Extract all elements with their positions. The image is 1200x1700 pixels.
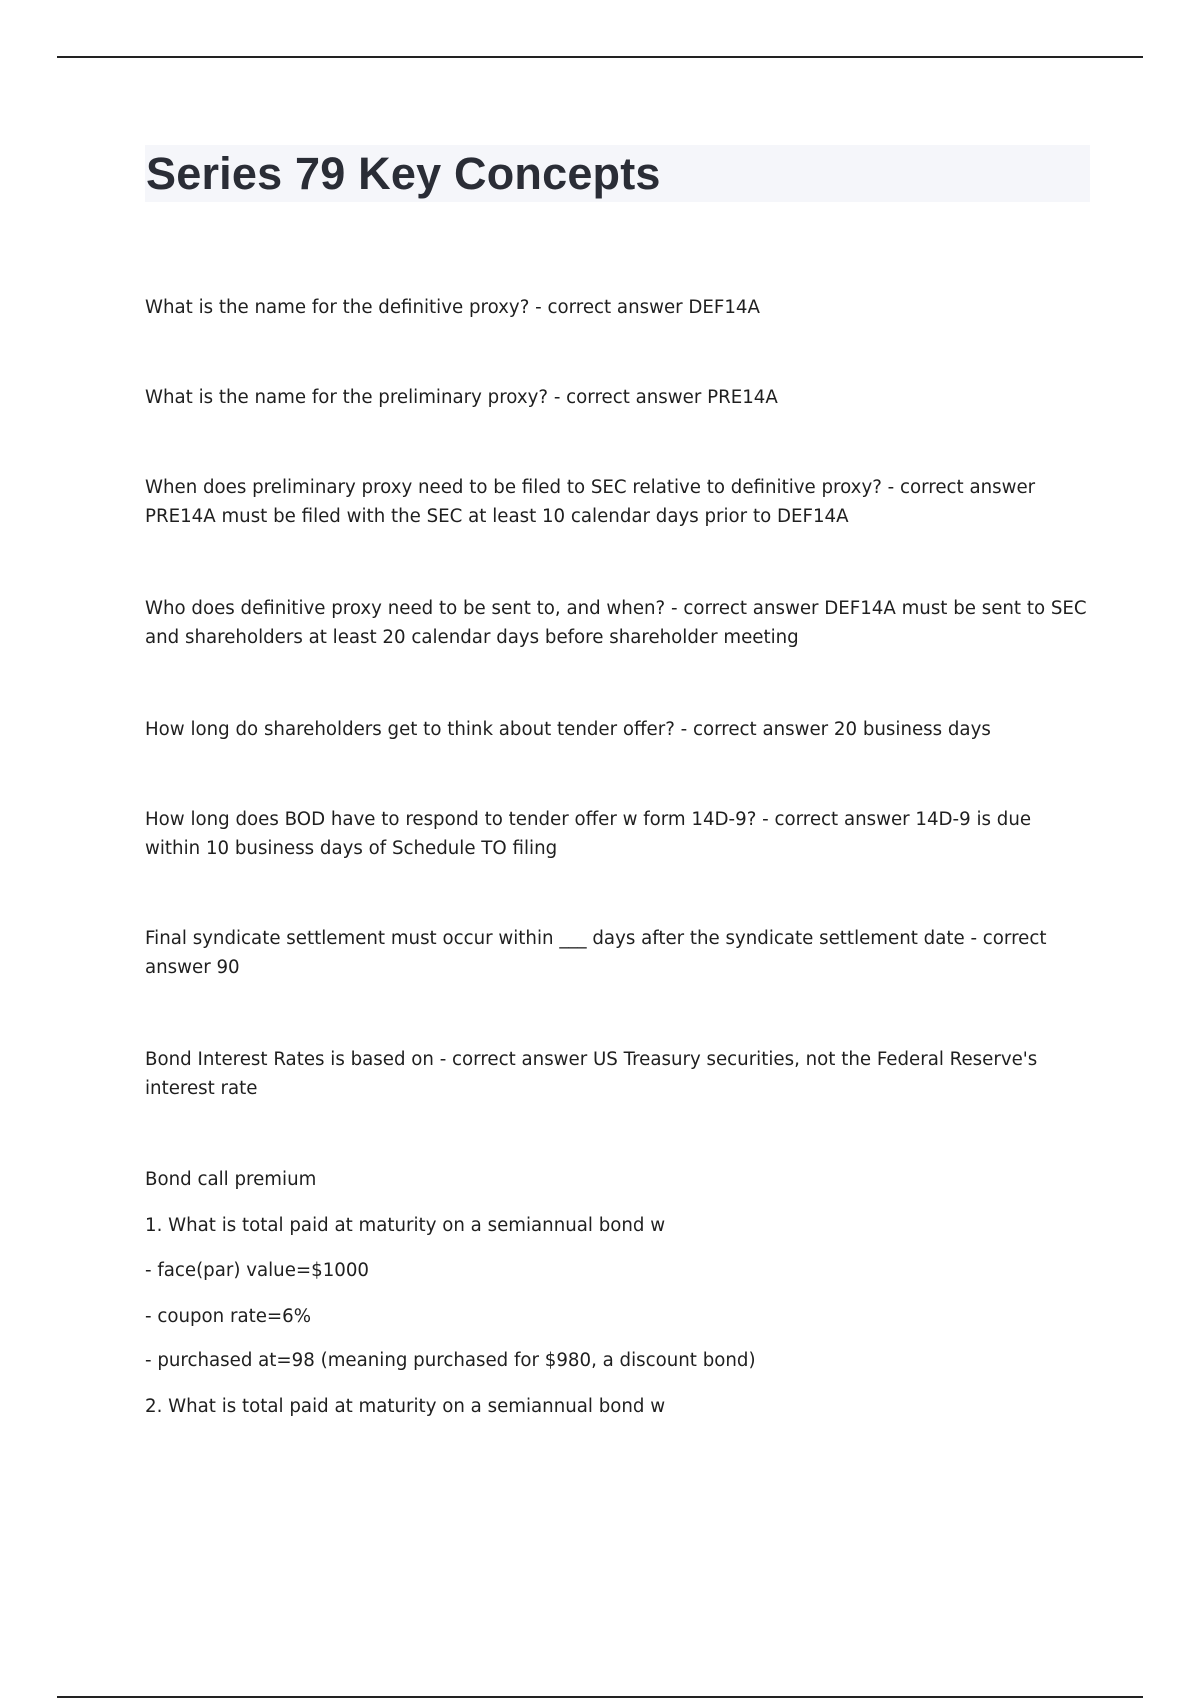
qa-item-6: How long does BOD have to respond to tender offer w form 14D-9? - correct answer 14D-9 is due within 10 business days of Schedule TO filing [145, 809, 1032, 859]
qa-item-1: What is the name for the definitive proxy? - correct answer DEF14A [145, 297, 760, 318]
list-line: - face(par) value=$1000 [145, 1260, 369, 1281]
qa-item-3: When does preliminary proxy need to be filed to SEC relative to definitive proxy? - correct answer PRE14A must be filed with the SEC at least 10 calendar days prior to DEF14A [145, 477, 1036, 527]
bottom-rule [57, 1696, 1143, 1698]
qa-item-7: Final syndicate settlement must occur within ___ days after the syndicate settlement date - correct answer 90 [145, 928, 1047, 978]
qa-item-8: Bond Interest Rates is based on - correct answer US Treasury securities, not the Federal Reserve's interest rate [145, 1049, 1038, 1099]
document-body [145, 145, 1090, 1417]
qa-item-2: What is the name for the preliminary proxy? - correct answer PRE14A [145, 387, 778, 408]
top-rule [57, 56, 1143, 58]
list-line: 1. What is total paid at maturity on a semiannual bond w [145, 1215, 666, 1236]
bond-call-premium-heading: Bond call premium [145, 1169, 317, 1190]
page-title: Series 79 Key Concepts [146, 148, 661, 199]
list-line: - purchased at=98 (meaning purchased for $980, a discount bond) [145, 1350, 756, 1371]
qa-item-4: Who does definitive proxy need to be sent to, and when? - correct answer DEF14A must be sent to SEC and shareholders at least 20 calendar days before shareholder meeting [145, 598, 1087, 648]
qa-item-5: How long do shareholders get to think about tender offer? - correct answer 20 business days [145, 719, 991, 740]
list-line: 2. What is total paid at maturity on a semiannual bond w [145, 1396, 666, 1417]
list-line: - coupon rate=6% [145, 1306, 312, 1327]
title-band [145, 145, 1090, 202]
